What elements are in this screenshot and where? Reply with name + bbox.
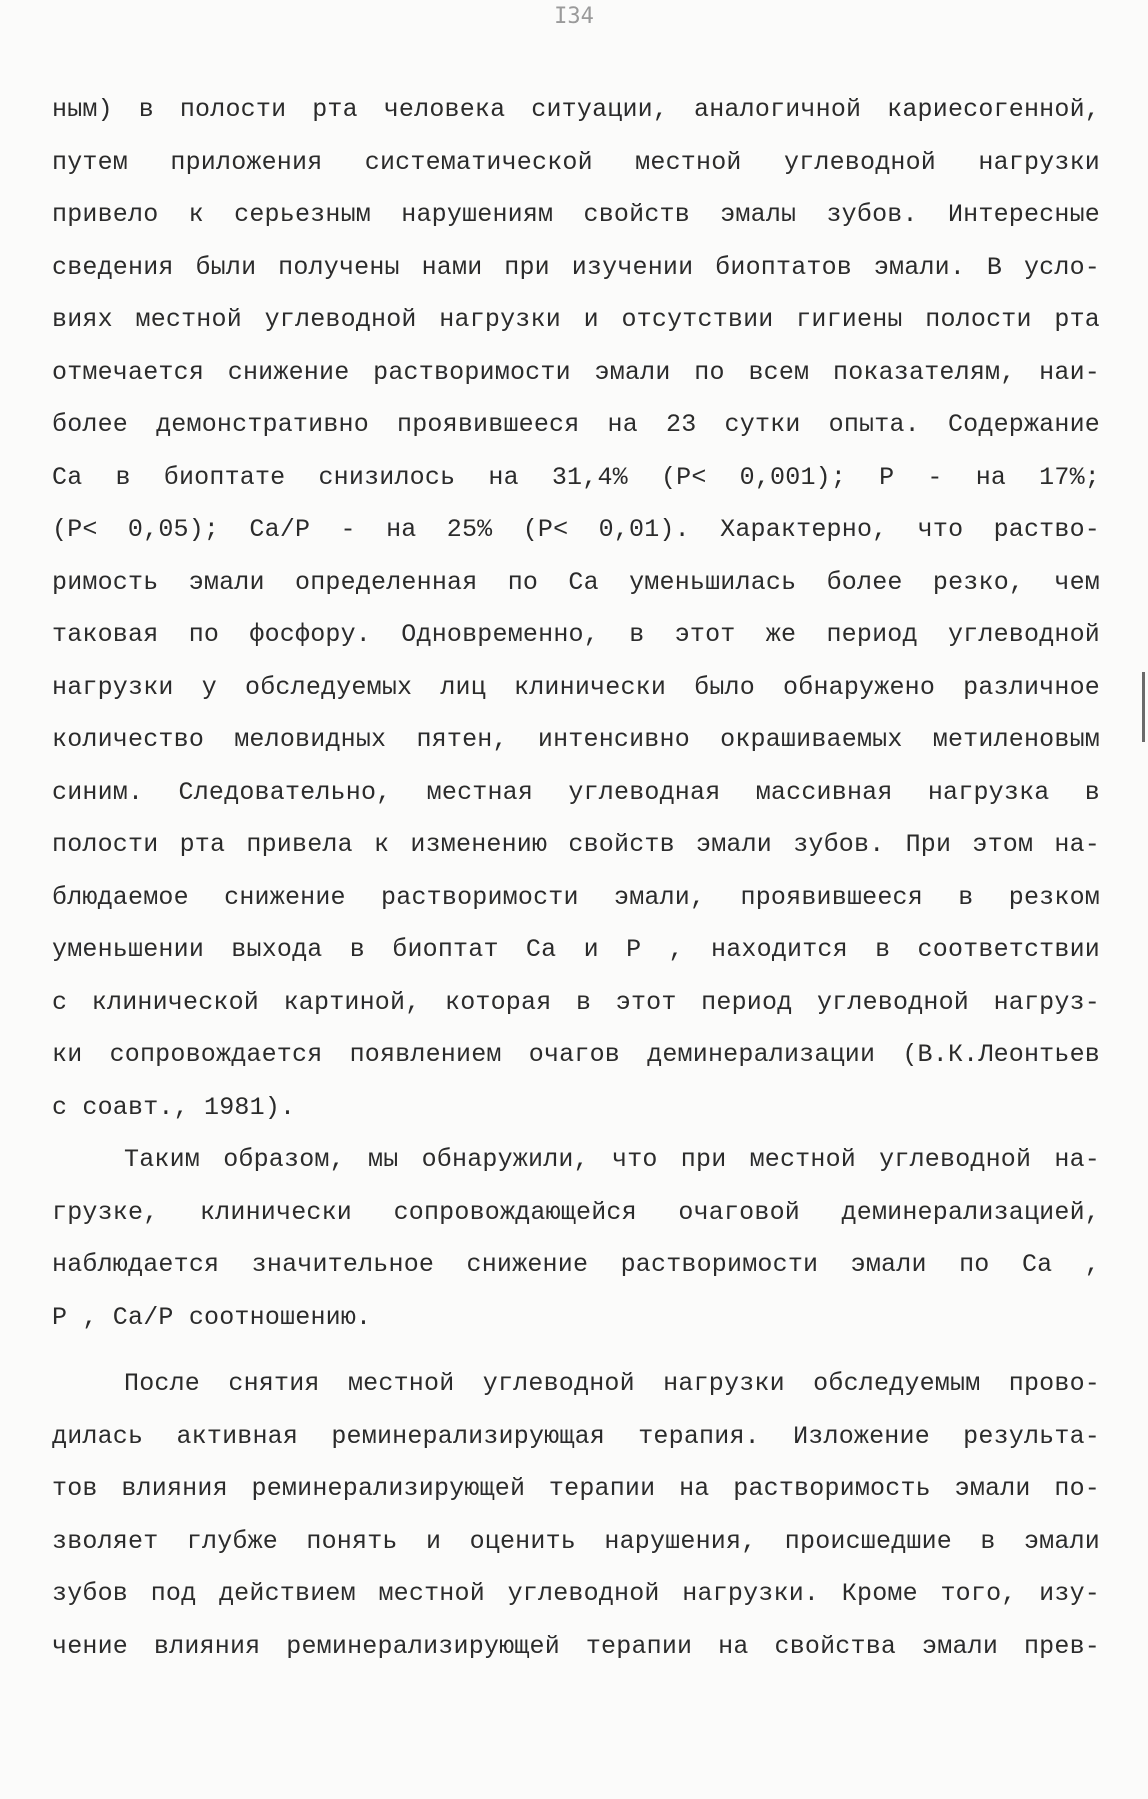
paragraph-gap bbox=[52, 1344, 1100, 1358]
text-line: таковая по фосфору. Одновременно, в этот же период углеводной bbox=[52, 620, 1100, 649]
text-line: чение влияния реминерализирующей терапии на свойства эмали прев- bbox=[52, 1631, 1100, 1661]
text-line: блюдаемое снижение растворимости эмали, проявившееся в резком bbox=[52, 882, 1100, 912]
text-line: грузке, клинически сопровождающейся очаговой деминерализацией, bbox=[52, 1197, 1100, 1227]
text-line: уменьшении выхода в биоптат Ca и P , находится в соответствии bbox=[52, 935, 1100, 964]
text-line: зволяет глубже понять и оценить нарушения, происшедшие в эмали bbox=[52, 1526, 1100, 1556]
text-line: сведения были получены нами при изучении биоптатов эмали. В усло- bbox=[52, 252, 1100, 282]
text-line: римость эмали определенная по Ca уменьшилась более резко, чем bbox=[52, 567, 1100, 597]
text-line: с клинической картиной, которая в этот период углеводной нагруз- bbox=[52, 987, 1100, 1017]
text-line: с соавт., 1981). bbox=[52, 1092, 296, 1122]
text-line: (P< 0,05); Ca/P - на 25% (P< 0,01). Характерно, что раство- bbox=[52, 515, 1100, 544]
text-line: путем приложения систематической местной углеводной нагрузки bbox=[52, 147, 1100, 177]
text-line: Ca в биоптате снизилось на 31,4% (P< 0,001); P - на 17%; bbox=[52, 462, 1100, 492]
text-line: нагрузки у обследуемых лиц клинически было обнаружено различное bbox=[52, 672, 1100, 702]
text-line: дилась активная реминерализирующая терапия. Изложение результа- bbox=[52, 1421, 1100, 1451]
text-line: синим. Следовательно, местная углеводная массивная нагрузка в bbox=[52, 777, 1100, 807]
text-line: ным) в полости рта человека ситуации, аналогичной кариесогенной, bbox=[52, 95, 1100, 124]
text-line: зубов под действием местной углеводной нагрузки. Кроме того, изу- bbox=[52, 1579, 1100, 1608]
text-line: более демонстративно проявившееся на 23 сутки опыта. Содержание bbox=[52, 410, 1100, 439]
page-number: I34 bbox=[554, 4, 594, 29]
text-line: привело к серьезным нарушениям свойств эмалы зубов. Интересные bbox=[52, 200, 1100, 229]
text-line: После снятия местной углеводной нагрузки обследуемым прово- bbox=[124, 1369, 1100, 1398]
body-text bbox=[52, 84, 1100, 1673]
text-line: ки сопровождается появлением очагов деминерализации (В.К.Леонтьев bbox=[52, 1040, 1100, 1069]
text-line: отмечается снижение растворимости эмали по всем показателям, наи- bbox=[52, 357, 1100, 387]
text-line: виях местной углеводной нагрузки и отсутствии гигиены полости рта bbox=[52, 305, 1100, 334]
text-line: количество меловидных пятен, интенсивно окрашиваемых метиленовым bbox=[52, 725, 1100, 754]
text-line: тов влияния реминерализирующей терапии на растворимость эмали по- bbox=[52, 1474, 1100, 1503]
text-line: Таким образом, мы обнаружили, что при местной углеводной на- bbox=[124, 1145, 1100, 1174]
text-line: наблюдается значительное снижение растворимости эмали по Ca , bbox=[52, 1250, 1100, 1279]
text-line: P , Ca/P соотношению. bbox=[52, 1302, 372, 1332]
text-line: полости рта привела к изменению свойств эмали зубов. При этом на- bbox=[52, 830, 1100, 859]
margin-mark bbox=[1142, 672, 1145, 742]
